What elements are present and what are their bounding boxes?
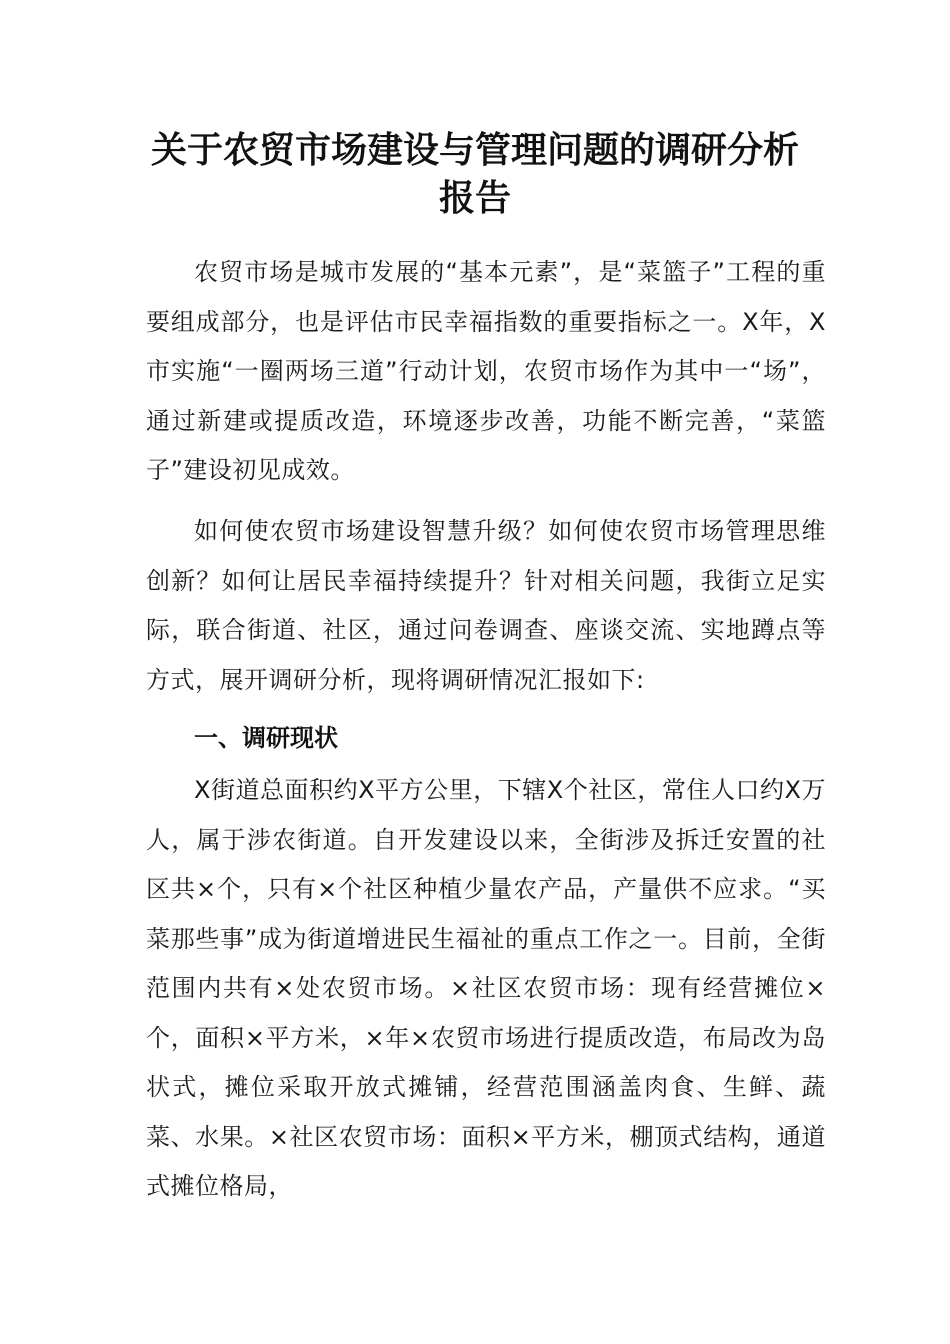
- intro-paragraph: 农贸市场是城市发展的“基本元素”，是“菜篮子”工程的重要组成部分，也是评估市民幸福指数的重要指标之一。X年，X市实施“一圈两场三道”行动计划，农贸市场作为其中一“场”，通过新建或提质改造，环境逐步改善，功能不断完善，“菜篮子”建设初见成效。: [146, 258, 826, 484]
- section-paragraph: X街道总面积约X平方公里，下辖X个社区，常住人口约X万人，属于涉农街道。自开发建设以来，全街涉及拆迁安置的社区共×个，只有×个社区种植少量农产品，产量供不应求。“买菜那些事”成为街道增进民生福祉的重点工作之一。目前，全街范围内共有×处农贸市场。×社区农贸市场：现有经营摊位×个，面积×平方米，×年×农贸市场进行提质改造，布局改为岛状式，摊位采取开放式摊铺，经营范围涵盖肉食、生鲜、蔬菜、水果。×社区农贸市场：面积×平方米，棚顶式结构，通道式摊位格局，: [146, 776, 826, 1200]
- document-title-line-2: 报告: [438, 177, 511, 219]
- purpose-paragraph: 如何使农贸市场建设智慧升级？如何使农贸市场管理思维创新？如何让居民幸福持续提升？针对相关问题，我街立足实际，联合街道、社区，通过问卷调查、座谈交流、实地蹲点等方式，展开调研分析，现将调研情况汇报如下:: [146, 517, 826, 694]
- section-heading: 一、调研现状: [194, 724, 338, 752]
- document-title-line-1: 关于农贸市场建设与管理问题的调研分析: [150, 129, 799, 171]
